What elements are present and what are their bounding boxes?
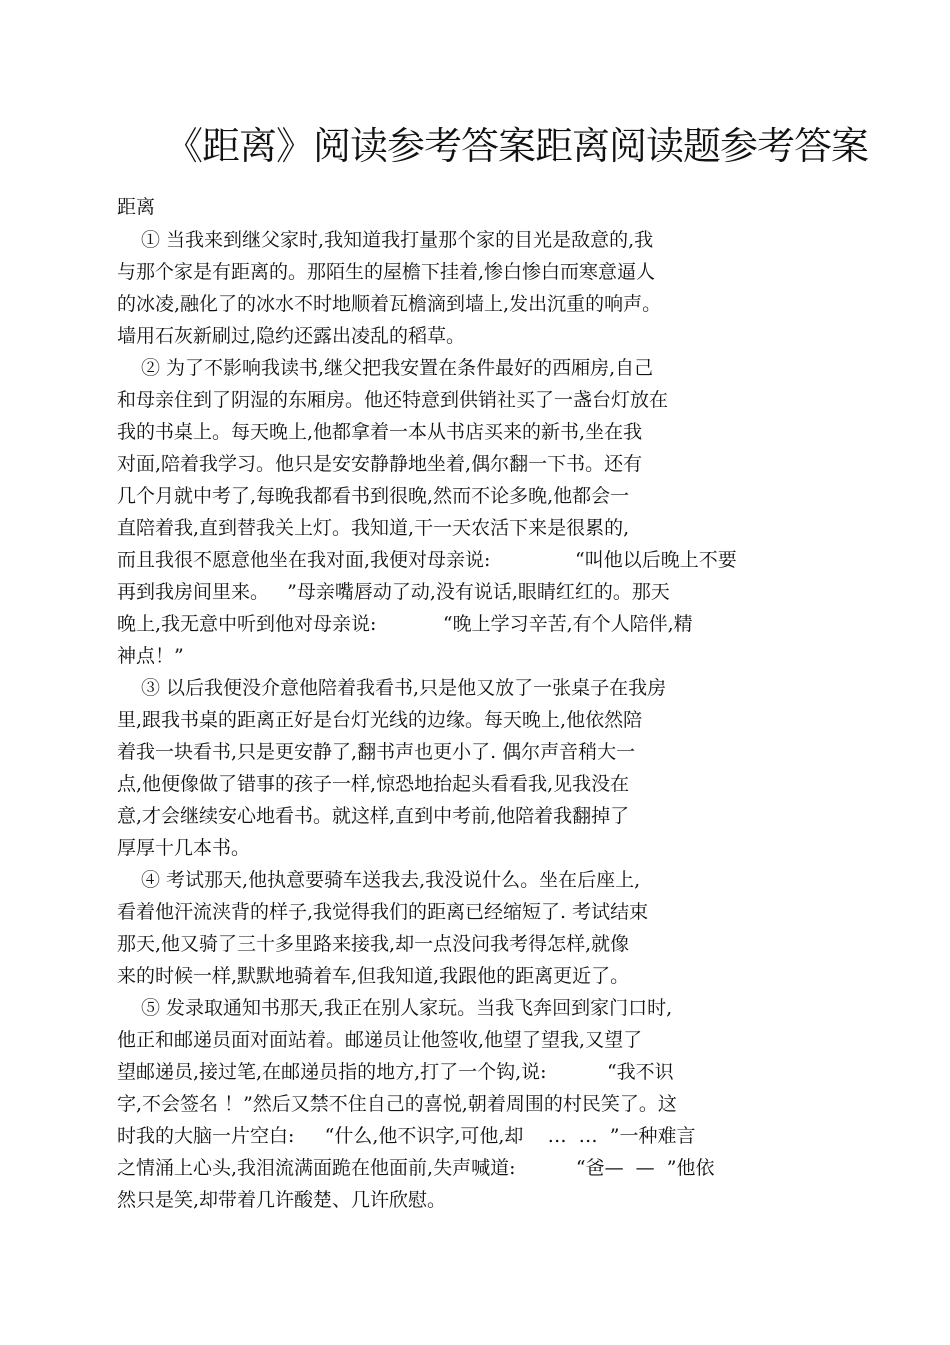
- paragraph-line: 字,不会签名 ！”然后又禁不住自己的喜悦,朝着周围的村民笑了。这: [117, 1093, 677, 1115]
- paragraph-3: [117, 672, 817, 864]
- paragraph-5: [117, 992, 817, 1216]
- document-body: [117, 190, 817, 1216]
- paragraph-line: 厚厚十几本书。: [117, 837, 251, 859]
- paragraph-line: 与那个家是有距离的。那陌生的屋檐下挂着,惨白惨白而寒意逼人: [117, 261, 656, 283]
- paragraph-line: ④ 考试那天,他执意要骑车送我去,我没说什么。坐在后座上,: [141, 869, 641, 891]
- paragraph-line: ② 为了不影响我读书,继父把我安置在条件最好的西厢房,自己: [141, 357, 654, 379]
- paragraph-line: 而且我很不愿意他坐在我对面,我便对母亲说: “叫他以后晚上不要: [117, 549, 737, 571]
- paragraph-line: 晚上,我无意中听到他对母亲说: “晚上学习辛苦,有个人陪伴,精: [117, 613, 693, 635]
- paragraph-line: 神点！”: [117, 645, 184, 667]
- paragraph-line: 点,他便像做了错事的孩子一样,惊恐地抬起头看看我,见我没在: [117, 773, 630, 795]
- paragraph-line: ① 当我来到继父家时,我知道我打量那个家的目光是敌意的,我: [141, 229, 654, 251]
- paragraph-line: 望邮递员,接过笔,在邮递员指的地方,打了一个钩,说: “我不识: [117, 1061, 674, 1083]
- paragraph-line: 然只是笑,却带着几许酸楚、几许欣慰。: [117, 1189, 447, 1211]
- paragraph-line: 我的书桌上。每天晚上,他都拿着一本从书店买来的新书,坐在我: [117, 421, 643, 443]
- paragraph-line: 对面,陪着我学习。他只是安安静静地坐着,偶尔翻一下书。还有: [117, 453, 643, 475]
- paragraph-line: 时我的大脑一片空白: “什么,他不识字,可他,却 … … ”一种难言: [117, 1125, 696, 1147]
- paragraph-line: 墙用石灰新刷过,隐约还露出凌乱的稻草。: [117, 325, 466, 347]
- paragraph-line: 意,才会继续安心地看书。就这样,直到中考前,他陪着我翻掉了: [117, 805, 630, 827]
- paragraph-line: 来的时候一样,默默地骑着车,但我知道,我跟他的距离更近了。: [117, 965, 630, 987]
- paragraph-line: 着我一块看书,只是更安静了,翻书声也更小了. 偶尔声音稍大一: [117, 741, 636, 763]
- paragraph-2: [117, 352, 817, 672]
- paragraph-line: 那天,他又骑了三十多里路来接我,却一点没问我考得怎样,就像: [117, 933, 630, 955]
- article-heading: 距离: [117, 196, 156, 218]
- paragraph-line: 之情涌上心头,我泪流满面跪在他面前,失声喊道: “爸— — ”他依: [117, 1157, 715, 1179]
- paragraph-4: [117, 864, 817, 992]
- paragraph-line: 里,跟我书桌的距离正好是台灯光线的边缘。每天晚上,他依然陪: [117, 709, 643, 731]
- paragraph-line: 和母亲住到了阴湿的东厢房。他还特意到供销社买了一盏台灯放在: [117, 389, 669, 411]
- paragraph-line: 几个月就中考了,每晚我都看书到很晚,然而不论多晚,他都会一: [117, 485, 630, 507]
- paragraph-line: ③ 以后我便没介意他陪着我看书,只是他又放了一张桌子在我房: [141, 677, 667, 699]
- paragraph-line: 直陪着我,直到替我关上灯。我知道,干一天农活下来是很累的,: [117, 517, 630, 539]
- paragraph-line: ⑤ 发录取通知书那天,我正在别人家玩。当我飞奔回到家门口时,: [141, 997, 673, 1019]
- paragraph-line: 再到我房间里来。 ”母亲嘴唇动了动,没有说话,眼睛红红的。那天: [117, 581, 670, 603]
- paragraph-line: 看着他汗流浃背的样子,我觉得我们的距离已经缩短了. 考试结束: [117, 901, 649, 923]
- paragraph-line: 的冰凌,融化了的冰水不时地顺着瓦檐滴到墙上,发出沉重的响声。: [117, 293, 662, 315]
- paragraph-line: 他正和邮递员面对面站着。邮递员让他签收,他望了望我,又望了: [117, 1029, 643, 1051]
- paragraph-1: [117, 224, 817, 352]
- article-paragraphs: [117, 224, 817, 1216]
- document-title: 《距离》阅读参考答案距离阅读题参考答案: [165, 124, 869, 168]
